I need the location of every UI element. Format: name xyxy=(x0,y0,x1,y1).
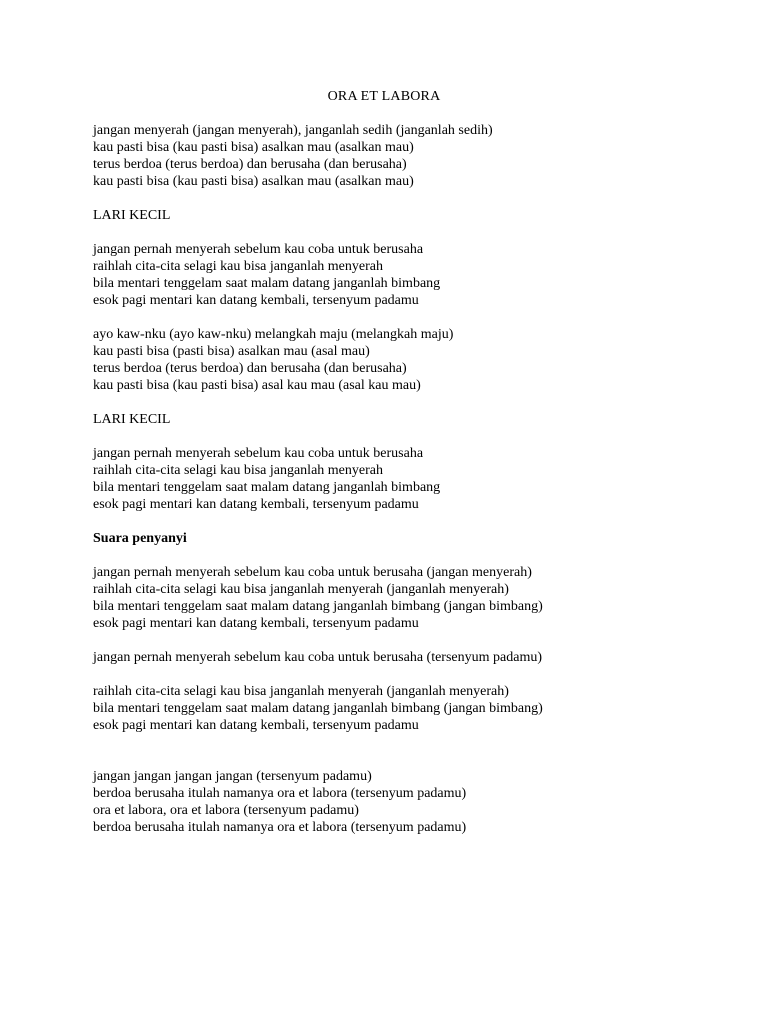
lyric-line: esok pagi mentari kan datang kembali, tersenyum padamu xyxy=(93,497,419,512)
lyric-line: bila mentari tenggelam saat malam datang janganlah bimbang xyxy=(93,480,441,495)
lyric-line: esok pagi mentari kan datang kembali, tersenyum padamu xyxy=(93,616,419,631)
lyric-line: terus berdoa (terus berdoa) dan berusaha (dan berusaha) xyxy=(93,157,407,172)
lyric-line: esok pagi mentari kan datang kembali, tersenyum padamu xyxy=(93,718,419,733)
verse-1 xyxy=(93,122,493,190)
lyric-line: jangan pernah menyerah sebelum kau coba untuk berusaha (tersenyum padamu) xyxy=(93,650,542,665)
section-heading-suara-penyanyi: Suara penyanyi xyxy=(93,531,187,546)
section-heading-lari-kecil: LARI KECIL xyxy=(93,208,171,223)
section-heading-lari-kecil: LARI KECIL xyxy=(93,412,171,427)
bridge-line xyxy=(93,649,542,666)
lyric-line: kau pasti bisa (kau pasti bisa) asalkan mau (asalkan mau) xyxy=(93,174,414,189)
lyric-line: jangan pernah menyerah sebelum kau coba untuk berusaha xyxy=(93,242,424,257)
lyric-line: bila mentari tenggelam saat malam datang janganlah bimbang xyxy=(93,276,441,291)
lyric-line: raihlah cita-cita selagi kau bisa janganlah menyerah (janganlah menyerah) xyxy=(93,582,509,597)
chorus-3 xyxy=(93,564,543,632)
verse-2 xyxy=(93,326,453,394)
outro xyxy=(93,768,466,836)
lyric-line: kau pasti bisa (kau pasti bisa) asalkan mau (asalkan mau) xyxy=(93,140,414,155)
lyric-line: raihlah cita-cita selagi kau bisa janganlah menyerah xyxy=(93,259,383,274)
lyric-line: berdoa berusaha itulah namanya ora et labora (tersenyum padamu) xyxy=(93,820,467,835)
lyric-line: kau pasti bisa (kau pasti bisa) asal kau mau (asal kau mau) xyxy=(93,378,421,393)
lyric-line: bila mentari tenggelam saat malam datang janganlah bimbang (jangan bimbang) xyxy=(93,599,543,614)
chorus-1 xyxy=(93,241,440,309)
lyric-line: terus berdoa (terus berdoa) dan berusaha (dan berusaha) xyxy=(93,361,407,376)
chorus-4 xyxy=(93,683,543,734)
document-title: ORA ET LABORA xyxy=(327,89,441,104)
lyric-line: raihlah cita-cita selagi kau bisa janganlah menyerah xyxy=(93,463,383,478)
lyric-line: jangan menyerah (jangan menyerah), janganlah sedih (janganlah sedih) xyxy=(93,123,493,138)
lyric-line: esok pagi mentari kan datang kembali, tersenyum padamu xyxy=(93,293,419,308)
lyric-line: ayo kaw-nku (ayo kaw-nku) melangkah maju (melangkah maju) xyxy=(93,327,454,342)
lyric-line: jangan pernah menyerah sebelum kau coba untuk berusaha xyxy=(93,446,424,461)
chorus-2 xyxy=(93,445,440,513)
lyric-line: raihlah cita-cita selagi kau bisa janganlah menyerah (janganlah menyerah) xyxy=(93,684,509,699)
lyric-line: ora et labora, ora et labora (tersenyum padamu) xyxy=(93,803,359,818)
lyric-line: jangan pernah menyerah sebelum kau coba untuk berusaha (jangan menyerah) xyxy=(93,565,532,580)
lyric-line: kau pasti bisa (pasti bisa) asalkan mau (asal mau) xyxy=(93,344,370,359)
lyric-line: bila mentari tenggelam saat malam datang janganlah bimbang (jangan bimbang) xyxy=(93,701,543,716)
lyric-line: berdoa berusaha itulah namanya ora et labora (tersenyum padamu) xyxy=(93,786,467,801)
lyric-line: jangan jangan jangan jangan (tersenyum padamu) xyxy=(93,769,372,784)
